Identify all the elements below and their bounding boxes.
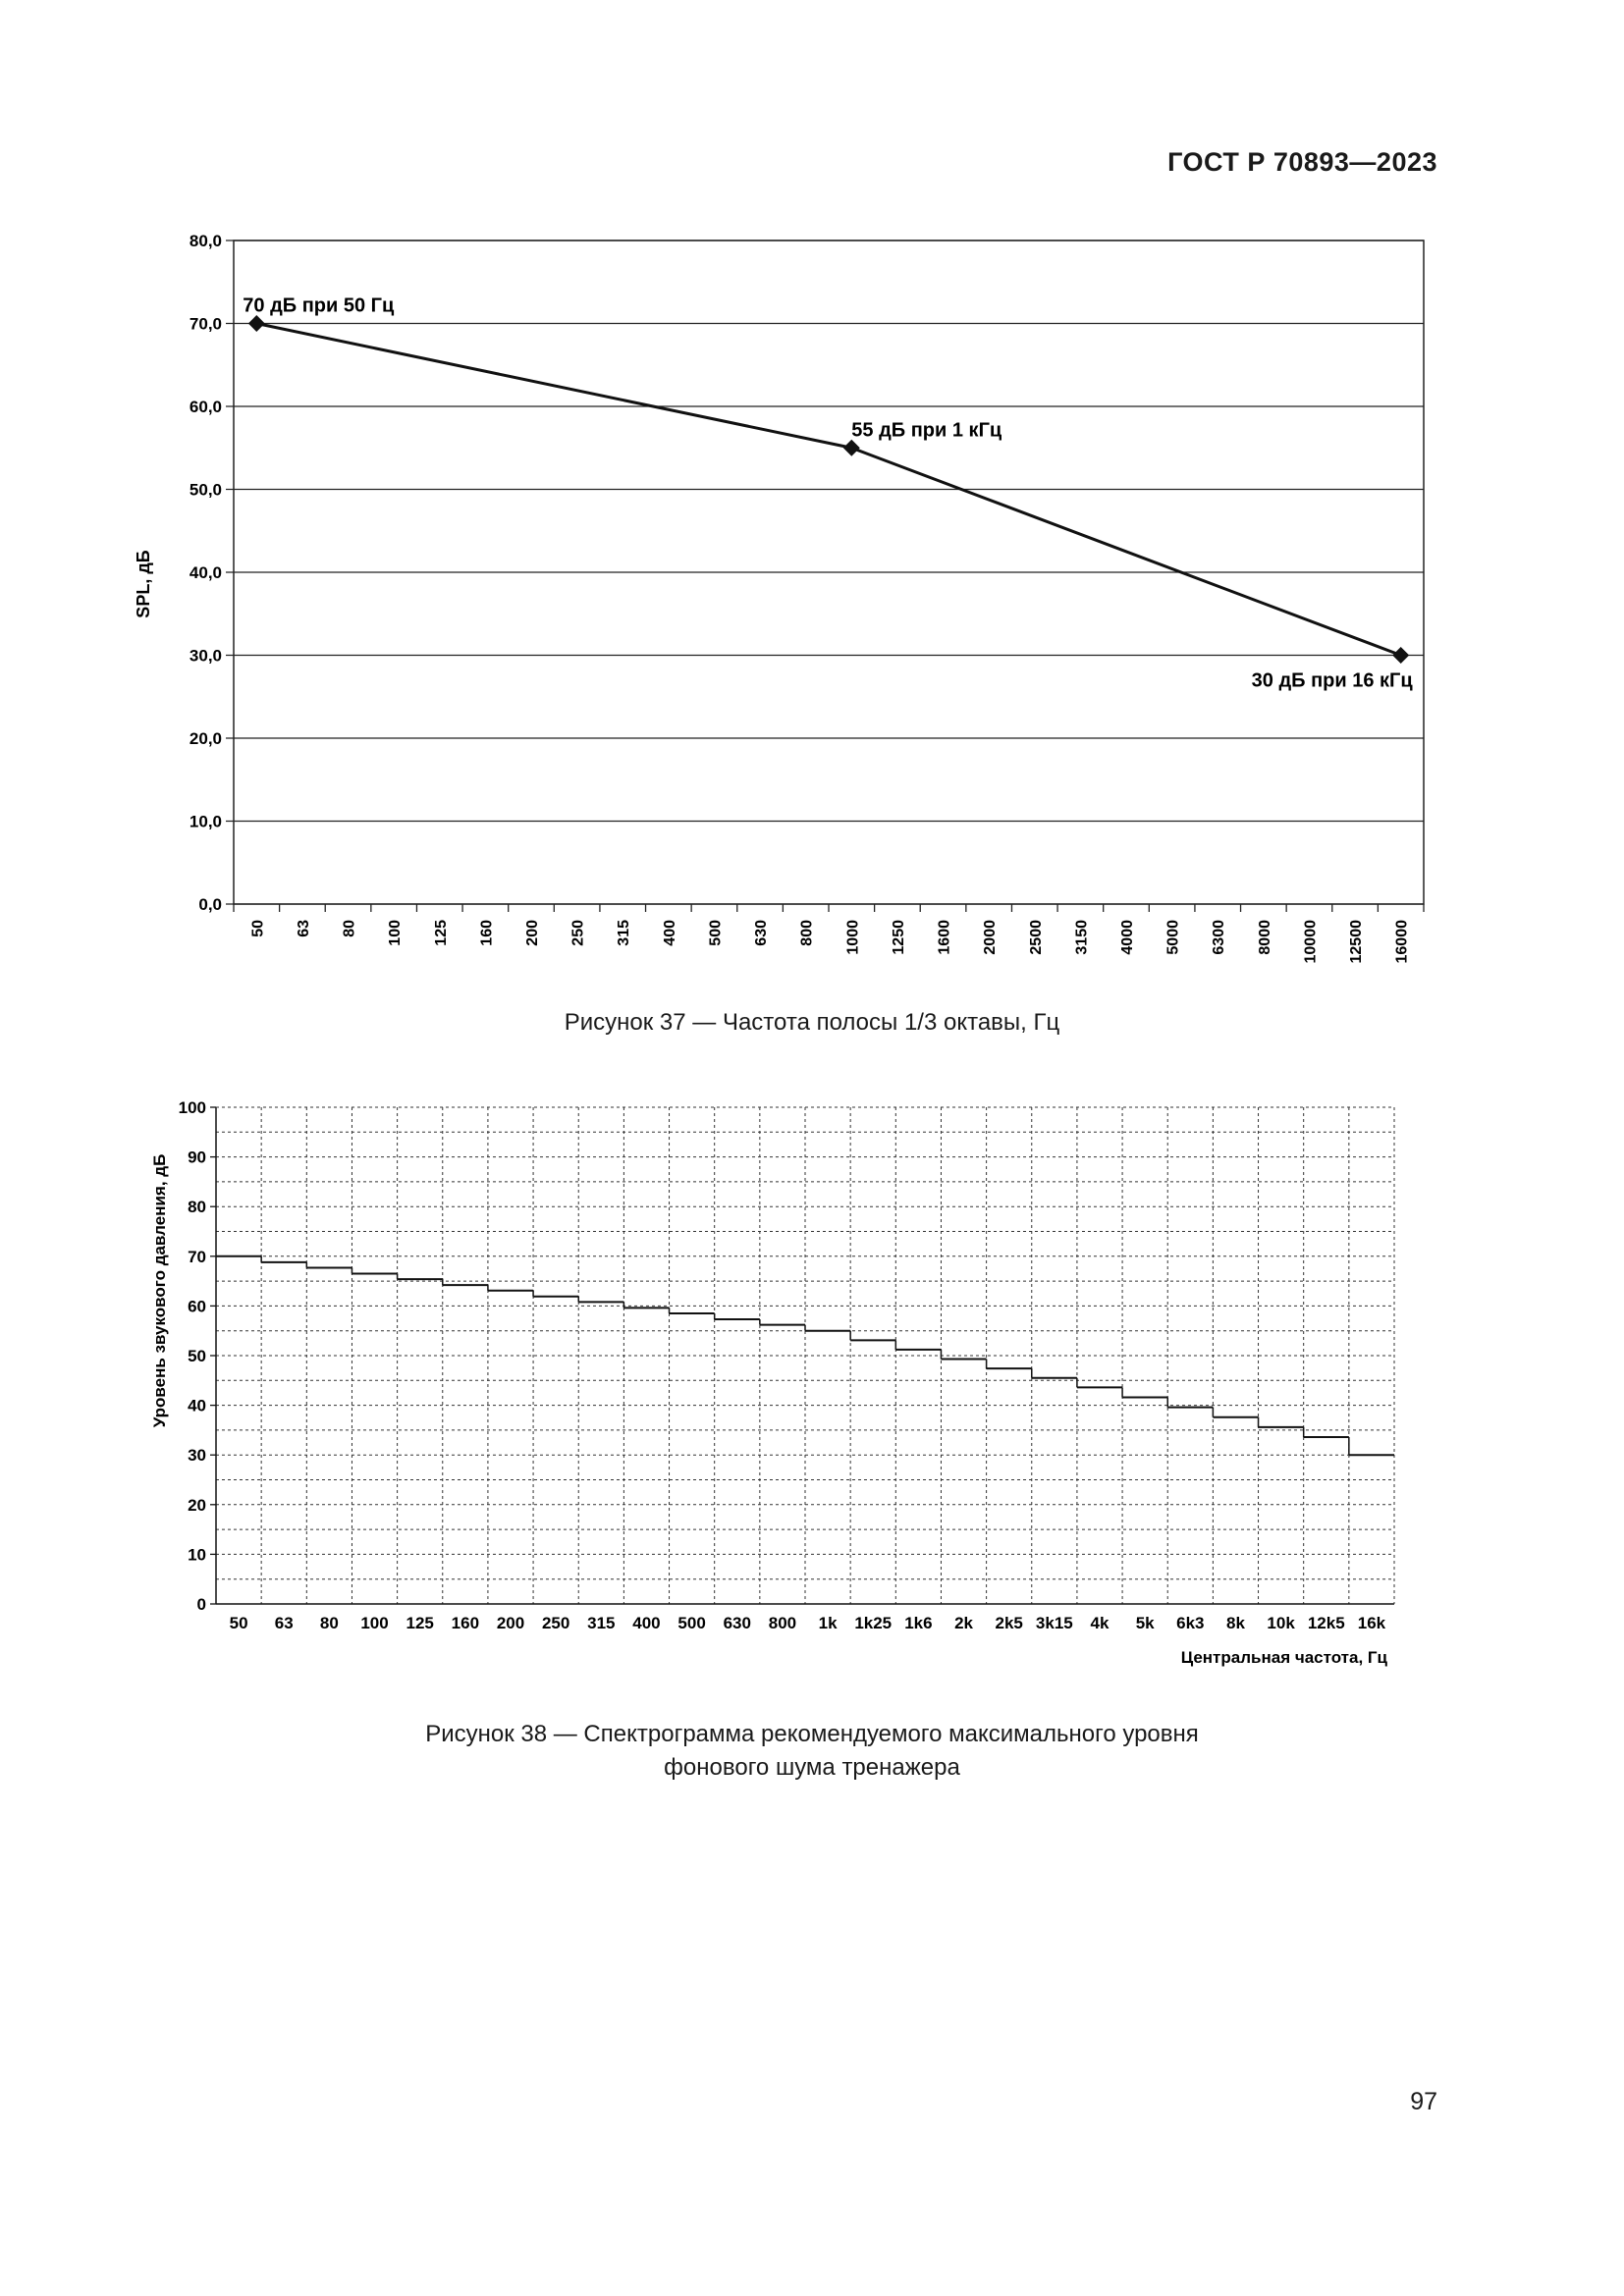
chart1-annotation: 70 дБ при 50 Гц — [243, 294, 395, 317]
chart1-data-point — [843, 440, 860, 456]
chart1-x-tick: 8000 — [1256, 920, 1273, 955]
chart1-gridlines — [226, 240, 1424, 912]
chart2-x-tick: 16k — [1357, 1614, 1386, 1632]
chart1-y-tick: 40,0 — [189, 563, 222, 582]
figure38-caption — [0, 1718, 1624, 1785]
chart1-x-tick: 125 — [432, 920, 450, 946]
chart2-y-tick: 30 — [188, 1446, 206, 1466]
chart2-y-tick: 50 — [188, 1347, 206, 1365]
chart1-x-tick: 10000 — [1302, 920, 1320, 964]
chart2-x-tick: 1k25 — [854, 1614, 893, 1632]
chart2-y-tick: 20 — [188, 1495, 206, 1515]
document-code: ГОСТ Р 70893—2023 — [1167, 147, 1437, 177]
chart2-y-tick: 90 — [188, 1148, 206, 1167]
chart1-annotation: 55 дБ при 1 кГц — [851, 419, 1002, 442]
chart1-x-tick: 630 — [753, 920, 771, 946]
chart1-x-tick: 1000 — [844, 920, 862, 955]
chart2-y-tick: 70 — [188, 1247, 206, 1266]
chart1-x-tick: 80 — [341, 920, 358, 937]
figure37-caption: Рисунок 37 — Частота полосы 1/3 октавы, Гц — [564, 1009, 1060, 1036]
chart2-x-tick: 2k5 — [995, 1614, 1023, 1632]
chart1-y-tick-labels — [189, 232, 222, 914]
chart1-x-tick: 1250 — [890, 920, 907, 955]
page-number: 97 — [1410, 2088, 1437, 2115]
chart2-y-tick: 40 — [188, 1396, 206, 1415]
chart1-y-axis-label: SPL, дБ — [134, 550, 153, 618]
chart1-x-tick: 2000 — [982, 920, 1000, 955]
chart1-x-tick: 250 — [569, 920, 587, 946]
chart2-x-tick: 10k — [1267, 1614, 1295, 1632]
chart1-x-tick: 1600 — [936, 920, 953, 955]
figure38-caption-line2: фонового шума тренажера — [664, 1754, 960, 1781]
chart2-y-tick-labels — [179, 1098, 206, 1614]
chart1-x-tick: 315 — [616, 920, 633, 946]
chart2-x-tick: 12k5 — [1307, 1614, 1345, 1632]
chart1-x-tick: 16000 — [1393, 920, 1411, 964]
chart2-x-tick: 630 — [723, 1614, 751, 1632]
chart2-x-tick: 160 — [451, 1614, 480, 1632]
chart2-y-tick: 100 — [178, 1098, 206, 1117]
spl-line-chart — [0, 211, 1624, 996]
chart1-x-tick-labels — [249, 920, 1410, 964]
figure38-caption-line1: Рисунок 38 — Спектрограмма рекомендуемого максимального уровня — [425, 1721, 1199, 1747]
chart2-x-tick: 63 — [274, 1614, 294, 1632]
chart1-x-tick: 400 — [661, 920, 678, 946]
chart1-y-tick: 10,0 — [189, 812, 222, 831]
chart2-x-tick: 315 — [587, 1614, 616, 1632]
chart1-data-point — [1392, 647, 1409, 664]
chart2-x-tick: 1k6 — [904, 1614, 933, 1632]
chart1-y-tick: 60,0 — [189, 398, 222, 416]
chart2-x-tick: 500 — [677, 1614, 706, 1632]
chart2-x-tick: 1k — [818, 1614, 838, 1632]
chart2-x-tick: 50 — [229, 1614, 248, 1632]
chart2-x-tick: 2k — [954, 1614, 973, 1632]
chart1-x-tick: 50 — [249, 920, 267, 937]
chart1-x-tick: 4000 — [1119, 920, 1136, 955]
chart2-x-tick: 5k — [1135, 1614, 1155, 1632]
chart1-x-tick: 5000 — [1164, 920, 1182, 955]
chart2-y-tick: 60 — [188, 1297, 206, 1316]
chart2-y-axis-label: Уровень звукового давления, дБ — [150, 1153, 169, 1428]
chart2-y-tick: 10 — [188, 1545, 206, 1565]
chart1-x-tick: 200 — [524, 920, 541, 946]
chart2-x-tick: 100 — [360, 1614, 389, 1632]
chart2-x-tick: 8k — [1226, 1614, 1245, 1632]
chart1-y-tick: 30,0 — [189, 646, 222, 666]
chart1-y-tick: 80,0 — [189, 232, 222, 250]
chart1-x-tick: 12500 — [1348, 920, 1366, 964]
chart2-x-tick: 800 — [768, 1614, 797, 1632]
chart1-y-tick: 70,0 — [189, 314, 222, 334]
chart1-x-tick: 2500 — [1027, 920, 1045, 955]
chart1-x-tick: 100 — [387, 920, 405, 946]
chart2-x-tick: 80 — [319, 1614, 339, 1632]
chart2-x-tick: 4k — [1090, 1614, 1110, 1632]
chart2-x-tick: 400 — [632, 1614, 661, 1632]
chart2-y-tick: 0 — [196, 1595, 206, 1614]
chart1-y-tick: 50,0 — [189, 480, 222, 500]
chart1-x-tick: 3150 — [1073, 920, 1091, 955]
chart1-annotation: 30 дБ при 16 кГц — [1251, 669, 1413, 692]
chart2-x-tick: 3k15 — [1035, 1614, 1073, 1632]
chart2-x-tick: 250 — [541, 1614, 570, 1632]
chart2-x-tick: 200 — [496, 1614, 525, 1632]
chart2-x-tick: 6k3 — [1176, 1614, 1205, 1632]
chart2-x-axis-label: Центральная частота, Гц — [1180, 1648, 1387, 1667]
chart2-x-tick: 125 — [406, 1614, 434, 1632]
chart1-data-point — [248, 315, 265, 332]
chart1-annotations — [243, 295, 1413, 692]
chart1-x-tick: 6300 — [1211, 920, 1228, 955]
chart1-y-tick: 20,0 — [189, 729, 222, 748]
chart1-x-tick: 63 — [295, 920, 312, 937]
chart1-x-tick: 800 — [798, 920, 816, 946]
chart2-y-tick: 80 — [188, 1198, 206, 1217]
chart1-y-tick: 0,0 — [198, 895, 222, 914]
chart1-x-tick: 500 — [707, 920, 725, 946]
chart2-gridlines — [210, 1107, 1394, 1604]
chart2-x-tick-labels — [230, 1614, 1386, 1632]
spectrogram-step-chart — [0, 1080, 1624, 1688]
chart1-x-tick: 160 — [478, 920, 496, 946]
